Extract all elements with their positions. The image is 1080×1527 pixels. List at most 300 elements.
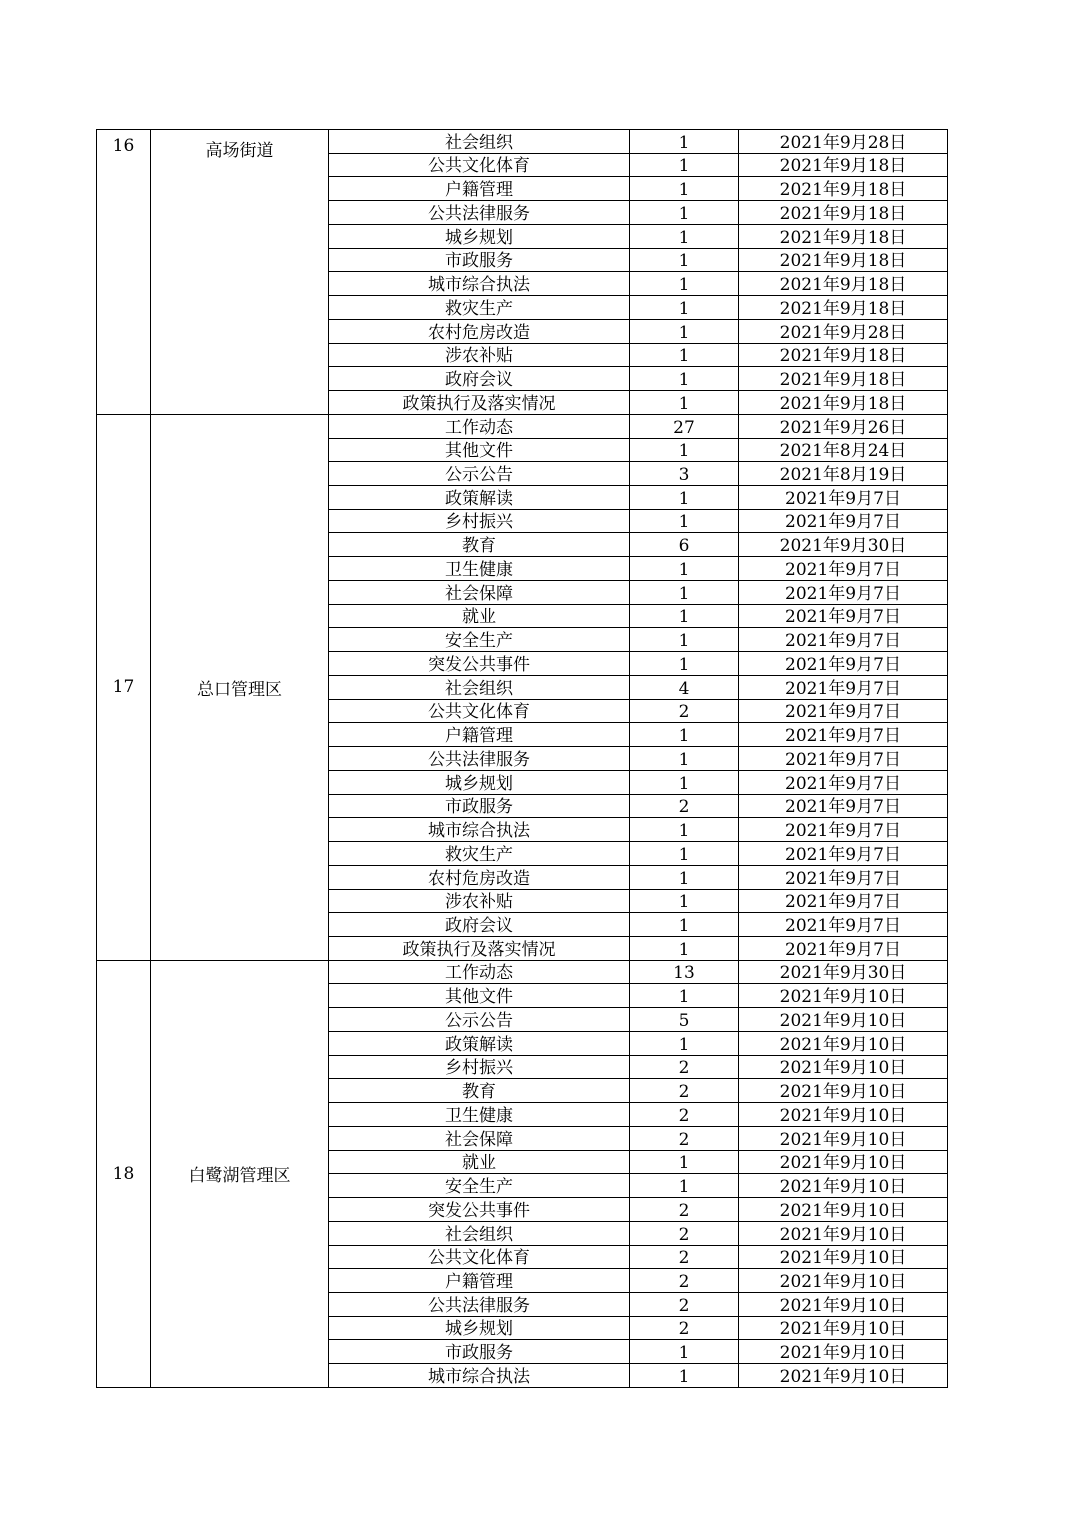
count-cell: [630, 960, 739, 984]
count-text: 1: [678, 654, 690, 675]
date-cell: [739, 130, 948, 154]
date-text: 2021年9月7日: [785, 749, 901, 770]
date-cell: [739, 842, 948, 866]
count-text: 1: [678, 132, 690, 153]
category-cell: [329, 628, 630, 652]
count-cell: [630, 1245, 739, 1269]
count-cell: [630, 984, 739, 1008]
count-cell: [630, 936, 739, 960]
date-cell: [739, 462, 948, 486]
date-text: 2021年9月10日: [779, 1177, 907, 1198]
date-text: 2021年9月10日: [779, 1224, 907, 1245]
date-cell: [739, 723, 948, 747]
count-text: 2: [678, 1224, 690, 1245]
date-cell: [739, 1031, 948, 1055]
date-text: 2021年9月18日: [779, 298, 907, 319]
count-text: 3: [678, 465, 690, 486]
count-cell: [630, 580, 739, 604]
category-cell: [329, 557, 630, 581]
category-text: 其他文件: [445, 987, 513, 1008]
count-text: 1: [678, 298, 690, 319]
category-text: 社会保障: [445, 583, 513, 604]
count-text: 2: [678, 702, 690, 723]
count-cell: [630, 913, 739, 937]
count-text: 6: [678, 536, 690, 557]
row-number-cell: 16: [97, 130, 151, 415]
count-text: 1: [678, 631, 690, 652]
count-text: 1: [678, 583, 690, 604]
date-text: 2021年9月10日: [779, 1034, 907, 1055]
date-cell: [739, 1364, 948, 1388]
category-cell: [329, 889, 630, 913]
date-text: 2021年8月19日: [779, 465, 907, 486]
date-cell: [739, 1269, 948, 1293]
category-cell: [329, 580, 630, 604]
category-cell: [329, 438, 630, 462]
date-cell: [739, 1340, 948, 1364]
category-text: 城市综合执法: [428, 821, 530, 842]
count-text: 2: [678, 1295, 690, 1316]
category-text: 城市综合执法: [428, 1367, 530, 1387]
date-text: 2021年9月10日: [779, 1319, 907, 1340]
date-cell: [739, 1316, 948, 1340]
count-cell: [630, 1292, 739, 1316]
category-cell: [329, 414, 630, 438]
category-cell: [329, 1008, 630, 1032]
count-text: 1: [678, 773, 690, 794]
count-text: 1: [678, 251, 690, 272]
disclosure-table: [96, 129, 948, 1388]
category-cell: [329, 130, 630, 154]
count-text: 1: [678, 1034, 690, 1055]
count-cell: [630, 248, 739, 272]
count-text: 27: [673, 417, 695, 438]
count-text: 1: [678, 1153, 690, 1174]
category-cell: [329, 747, 630, 771]
category-cell: [329, 1103, 630, 1127]
date-text: 2021年9月18日: [779, 393, 907, 414]
count-cell: [630, 153, 739, 177]
category-cell: [329, 486, 630, 510]
category-text: 市政服务: [445, 1343, 513, 1364]
date-cell: [739, 1150, 948, 1174]
count-text: 1: [678, 512, 690, 533]
category-cell: [329, 675, 630, 699]
date-text: 2021年9月18日: [779, 227, 907, 248]
category-text: 市政服务: [445, 251, 513, 272]
date-cell: [739, 628, 948, 652]
count-cell: [630, 818, 739, 842]
category-text: 工作动态: [445, 417, 513, 438]
date-cell: [739, 486, 948, 510]
date-text: 2021年9月7日: [785, 939, 901, 960]
date-text: 2021年9月7日: [785, 583, 901, 604]
date-text: 2021年9月7日: [785, 892, 901, 913]
count-cell: [630, 1198, 739, 1222]
date-text: 2021年9月7日: [785, 844, 901, 865]
category-text: 社会组织: [445, 132, 513, 153]
date-cell: [739, 557, 948, 581]
row-number-cell: 18: [97, 960, 151, 1387]
category-text: 涉农补贴: [445, 892, 513, 913]
date-text: 2021年9月7日: [785, 868, 901, 889]
category-text: 教育: [462, 1082, 496, 1103]
date-text: 2021年9月28日: [779, 132, 907, 153]
category-text: 公共法律服务: [428, 1295, 530, 1316]
category-cell: [329, 319, 630, 343]
count-text: 2: [678, 1248, 690, 1269]
category-text: 公示公告: [445, 1010, 513, 1031]
category-text: 市政服务: [445, 797, 513, 818]
category-cell: [329, 794, 630, 818]
date-cell: [739, 1174, 948, 1198]
count-cell: [630, 699, 739, 723]
count-cell: [630, 343, 739, 367]
count-cell: [630, 509, 739, 533]
count-cell: [630, 889, 739, 913]
date-cell: [739, 1221, 948, 1245]
category-cell: [329, 248, 630, 272]
date-cell: [739, 414, 948, 438]
date-text: 2021年9月10日: [779, 1153, 907, 1174]
category-text: 政府会议: [445, 915, 513, 936]
date-cell: [739, 1103, 948, 1127]
date-text: 2021年9月10日: [779, 1271, 907, 1292]
table-row: [97, 414, 948, 438]
date-cell: [739, 224, 948, 248]
count-cell: [630, 177, 739, 201]
count-cell: [630, 652, 739, 676]
category-text: 公共法律服务: [428, 203, 530, 224]
date-text: 2021年9月18日: [779, 203, 907, 224]
count-cell: [630, 770, 739, 794]
count-cell: [630, 1055, 739, 1079]
category-cell: [329, 1364, 630, 1388]
count-cell: [630, 1221, 739, 1245]
count-text: 4: [678, 678, 690, 699]
category-text: 城乡规划: [445, 773, 513, 794]
count-text: 1: [678, 559, 690, 580]
count-text: 1: [678, 370, 690, 391]
category-text: 政策执行及落实情况: [402, 393, 556, 414]
category-cell: [329, 960, 630, 984]
category-text: 农村危房改造: [428, 322, 530, 343]
date-cell: [739, 747, 948, 771]
date-text: 2021年9月10日: [779, 1200, 907, 1221]
count-cell: [630, 604, 739, 628]
date-cell: [739, 580, 948, 604]
category-cell: [329, 723, 630, 747]
date-text: 2021年9月10日: [779, 1082, 907, 1103]
category-text: 政策解读: [445, 1034, 513, 1055]
category-text: 政府会议: [445, 370, 513, 391]
date-text: 2021年9月10日: [779, 1248, 907, 1269]
date-text: 2021年9月18日: [779, 275, 907, 296]
category-cell: [329, 343, 630, 367]
category-cell: [329, 224, 630, 248]
table-row: [97, 960, 948, 984]
category-text: 公共法律服务: [428, 749, 530, 770]
count-text: 1: [678, 915, 690, 936]
date-cell: [739, 652, 948, 676]
category-text: 就业: [462, 607, 496, 628]
category-cell: [329, 604, 630, 628]
category-cell: [329, 699, 630, 723]
category-cell: [329, 770, 630, 794]
count-text: 1: [678, 1177, 690, 1198]
date-cell: [739, 1292, 948, 1316]
date-cell: [739, 1079, 948, 1103]
category-text: 救灾生产: [445, 844, 513, 865]
date-text: 2021年9月18日: [779, 370, 907, 391]
date-text: 2021年9月30日: [779, 536, 907, 557]
count-cell: [630, 675, 739, 699]
date-cell: [739, 960, 948, 984]
count-text: 1: [678, 868, 690, 889]
category-text: 社会保障: [445, 1129, 513, 1150]
date-text: 2021年9月10日: [779, 987, 907, 1008]
count-cell: [630, 462, 739, 486]
date-text: 2021年9月18日: [779, 156, 907, 177]
date-cell: [739, 296, 948, 320]
category-text: 安全生产: [445, 631, 513, 652]
date-cell: [739, 913, 948, 937]
count-text: 1: [678, 844, 690, 865]
table-body: [97, 130, 948, 1388]
date-cell: [739, 675, 948, 699]
date-text: 2021年9月28日: [779, 322, 907, 343]
category-cell: [329, 1340, 630, 1364]
date-text: 2021年9月7日: [785, 607, 901, 628]
category-cell: [329, 1198, 630, 1222]
count-cell: [630, 1340, 739, 1364]
date-cell: [739, 1245, 948, 1269]
count-cell: [630, 486, 739, 510]
category-cell: [329, 1031, 630, 1055]
count-cell: [630, 391, 739, 415]
date-text: 2021年9月30日: [779, 963, 907, 984]
date-cell: [739, 818, 948, 842]
category-cell: [329, 913, 630, 937]
date-text: 2021年9月7日: [785, 678, 901, 699]
count-cell: [630, 1364, 739, 1388]
count-cell: [630, 1174, 739, 1198]
date-text: 2021年9月7日: [785, 726, 901, 747]
category-cell: [329, 1245, 630, 1269]
count-cell: [630, 1269, 739, 1293]
category-cell: [329, 1269, 630, 1293]
count-text: 1: [678, 607, 690, 628]
count-text: 1: [678, 180, 690, 201]
category-text: 救灾生产: [445, 298, 513, 319]
count-cell: [630, 130, 739, 154]
count-text: 1: [678, 441, 690, 462]
date-text: 2021年9月7日: [785, 631, 901, 652]
count-cell: [630, 1150, 739, 1174]
count-text: 2: [678, 1319, 690, 1340]
category-text: 社会组织: [445, 1224, 513, 1245]
date-text: 2021年9月26日: [779, 417, 907, 438]
category-text: 户籍管理: [445, 180, 513, 201]
date-text: 2021年9月18日: [779, 180, 907, 201]
date-cell: [739, 177, 948, 201]
category-text: 政策解读: [445, 488, 513, 509]
count-cell: [630, 224, 739, 248]
category-text: 公共文化体育: [428, 702, 530, 723]
count-cell: [630, 557, 739, 581]
unit-name-cell: 总口管理区: [151, 414, 329, 960]
date-cell: [739, 984, 948, 1008]
count-text: 1: [678, 821, 690, 842]
count-cell: [630, 414, 739, 438]
category-text: 农村危房改造: [428, 868, 530, 889]
date-cell: [739, 770, 948, 794]
date-text: 2021年9月7日: [785, 488, 901, 509]
date-text: 2021年9月10日: [779, 1367, 907, 1387]
count-text: 1: [678, 987, 690, 1008]
category-cell: [329, 865, 630, 889]
date-cell: [739, 391, 948, 415]
category-cell: [329, 936, 630, 960]
date-text: 2021年9月10日: [779, 1129, 907, 1150]
category-cell: [329, 509, 630, 533]
table-row: [97, 130, 948, 154]
date-text: 2021年9月10日: [779, 1295, 907, 1316]
category-cell: [329, 1150, 630, 1174]
date-text: 2021年9月18日: [779, 251, 907, 272]
date-cell: [739, 1055, 948, 1079]
count-text: 1: [678, 749, 690, 770]
count-text: 2: [678, 797, 690, 818]
date-cell: [739, 343, 948, 367]
category-cell: [329, 367, 630, 391]
category-text: 教育: [462, 536, 496, 557]
category-text: 乡村振兴: [445, 1058, 513, 1079]
count-cell: [630, 1103, 739, 1127]
date-text: 2021年9月18日: [779, 346, 907, 367]
count-cell: [630, 723, 739, 747]
count-text: 2: [678, 1271, 690, 1292]
count-text: 1: [678, 227, 690, 248]
count-text: 13: [673, 963, 695, 984]
category-text: 就业: [462, 1153, 496, 1174]
count-text: 1: [678, 892, 690, 913]
date-cell: [739, 509, 948, 533]
date-text: 2021年9月10日: [779, 1058, 907, 1079]
date-cell: [739, 1126, 948, 1150]
count-cell: [630, 201, 739, 225]
category-text: 安全生产: [445, 1177, 513, 1198]
category-cell: [329, 652, 630, 676]
count-cell: [630, 842, 739, 866]
category-text: 卫生健康: [445, 559, 513, 580]
count-text: 1: [678, 275, 690, 296]
category-text: 社会组织: [445, 678, 513, 699]
date-text: 2021年9月7日: [785, 915, 901, 936]
date-cell: [739, 889, 948, 913]
category-text: 公共文化体育: [428, 1248, 530, 1269]
category-text: 突发公共事件: [428, 654, 530, 675]
date-cell: [739, 438, 948, 462]
category-text: 工作动态: [445, 963, 513, 984]
count-cell: [630, 1126, 739, 1150]
count-text: 1: [678, 939, 690, 960]
date-text: 2021年9月7日: [785, 821, 901, 842]
count-cell: [630, 628, 739, 652]
count-text: 1: [678, 1343, 690, 1364]
category-cell: [329, 153, 630, 177]
category-cell: [329, 818, 630, 842]
date-cell: [739, 319, 948, 343]
category-cell: [329, 1316, 630, 1340]
count-cell: [630, 794, 739, 818]
count-cell: [630, 747, 739, 771]
category-cell: [329, 842, 630, 866]
date-cell: [739, 153, 948, 177]
count-text: 1: [678, 393, 690, 414]
count-text: 1: [678, 156, 690, 177]
category-text: 城乡规划: [445, 227, 513, 248]
count-text: 2: [678, 1200, 690, 1221]
date-text: 2021年9月7日: [785, 654, 901, 675]
category-text: 涉农补贴: [445, 346, 513, 367]
category-text: 乡村振兴: [445, 512, 513, 533]
category-cell: [329, 533, 630, 557]
category-cell: [329, 1292, 630, 1316]
category-text: 户籍管理: [445, 726, 513, 747]
category-text: 其他文件: [445, 441, 513, 462]
count-cell: [630, 533, 739, 557]
count-text: 1: [678, 488, 690, 509]
category-cell: [329, 177, 630, 201]
date-cell: [739, 1008, 948, 1032]
date-text: 2021年9月7日: [785, 797, 901, 818]
count-text: 1: [678, 726, 690, 747]
count-text: 1: [678, 322, 690, 343]
date-text: 2021年9月10日: [779, 1343, 907, 1364]
category-cell: [329, 1126, 630, 1150]
date-text: 2021年9月7日: [785, 702, 901, 723]
category-text: 突发公共事件: [428, 1200, 530, 1221]
category-text: 公共文化体育: [428, 156, 530, 177]
date-cell: [739, 794, 948, 818]
row-number-cell: 17: [97, 414, 151, 960]
date-text: 2021年9月7日: [785, 773, 901, 794]
date-cell: [739, 1198, 948, 1222]
date-cell: [739, 699, 948, 723]
count-text: 2: [678, 1129, 690, 1150]
category-text: 城市综合执法: [428, 275, 530, 296]
date-text: 2021年9月10日: [779, 1105, 907, 1126]
count-text: 1: [678, 203, 690, 224]
count-text: 5: [678, 1010, 690, 1031]
date-cell: [739, 936, 948, 960]
count-cell: [630, 319, 739, 343]
date-cell: [739, 272, 948, 296]
unit-name-cell: 白鹭湖管理区: [151, 960, 329, 1387]
date-text: 2021年9月7日: [785, 512, 901, 533]
count-text: 1: [678, 1367, 690, 1387]
count-cell: [630, 438, 739, 462]
category-cell: [329, 1221, 630, 1245]
count-cell: [630, 865, 739, 889]
category-cell: [329, 296, 630, 320]
category-cell: [329, 1079, 630, 1103]
count-cell: [630, 1008, 739, 1032]
category-text: 政策执行及落实情况: [402, 939, 556, 960]
date-cell: [739, 865, 948, 889]
category-cell: [329, 984, 630, 1008]
